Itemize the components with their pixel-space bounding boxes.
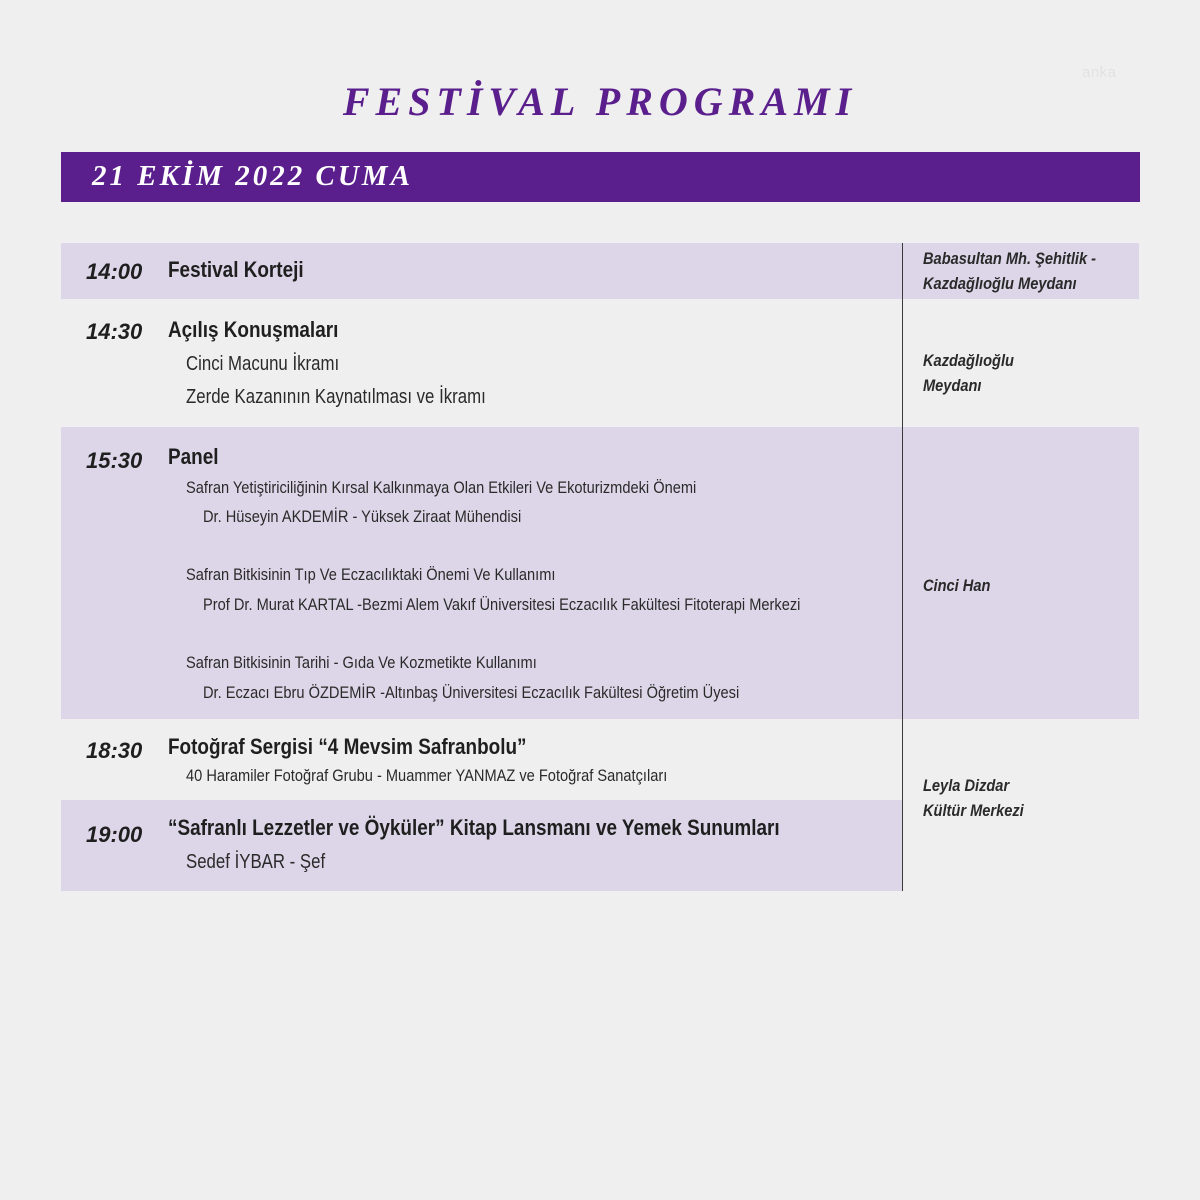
column-divider bbox=[902, 243, 903, 891]
event-title: Açılış Konuşmaları bbox=[168, 317, 339, 342]
location-label bbox=[923, 246, 1096, 296]
location-label bbox=[923, 348, 1014, 398]
event-item: Sedef İYBAR - Şef bbox=[186, 851, 326, 873]
event-title: Festival Korteji bbox=[168, 257, 304, 282]
location-line: Kazdağlıoğlu Meydanı bbox=[923, 274, 1077, 293]
location-label bbox=[923, 773, 1024, 823]
event-time: 14:00 bbox=[86, 259, 143, 284]
event-title: Fotoğraf Sergisi “4 Mevsim Safranbolu” bbox=[168, 734, 527, 759]
location-line: Leyla Dizdar bbox=[923, 776, 1010, 795]
event-time: 19:00 bbox=[86, 822, 143, 847]
event-title: Panel bbox=[168, 444, 219, 469]
location-line: Cinci Han bbox=[923, 576, 991, 595]
event-time: 14:30 bbox=[86, 319, 143, 344]
row-band-1900 bbox=[61, 800, 903, 891]
location-label bbox=[923, 573, 990, 598]
date-heading: 21 EKİM 2022 CUMA bbox=[92, 160, 413, 192]
panel-topic: Safran Bitkisinin Tarihi - Gıda Ve Kozmetikte Kullanımı bbox=[186, 653, 537, 672]
page-title: FESTİVAL PROGRAMI bbox=[342, 79, 858, 124]
event-title: “Safranlı Lezzetler ve Öyküler” Kitap Lansmanı ve Yemek Sunumları bbox=[168, 815, 780, 840]
event-item: Zerde Kazanının Kaynatılması ve İkramı bbox=[186, 386, 486, 408]
watermark-logo: anka bbox=[1082, 64, 1117, 81]
location-line: Babasultan Mh. Şehitlik - bbox=[923, 249, 1097, 268]
location-line: Kazdağlıoğlu bbox=[923, 351, 1014, 370]
panel-topic: Safran Yetiştiriciliğinin Kırsal Kalkınmaya Olan Etkileri Ve Ekoturizmdeki Önemi bbox=[186, 478, 697, 497]
event-item: 40 Haramiler Fotoğraf Grubu - Muammer YANMAZ ve Fotoğraf Sanatçıları bbox=[186, 766, 668, 785]
panel-speaker: Prof Dr. Murat KARTAL -Bezmi Alem Vakıf Üniversitesi Eczacılık Fakültesi Fitoterapi Merkezi bbox=[203, 595, 801, 614]
panel-topic: Safran Bitkisinin Tıp Ve Eczacılıktaki Önemi Ve Kullanımı bbox=[186, 565, 556, 584]
location-line: Meydanı bbox=[923, 376, 982, 395]
panel-speaker: Dr. Hüseyin AKDEMİR - Yüksek Ziraat Mühendisi bbox=[203, 507, 522, 526]
event-time: 15:30 bbox=[86, 448, 143, 473]
event-item: Cinci Macunu İkramı bbox=[186, 353, 340, 375]
event-time: 18:30 bbox=[86, 738, 143, 763]
location-line: Kültür Merkezi bbox=[923, 801, 1024, 820]
panel-speaker: Dr. Eczacı Ebru ÖZDEMİR -Altınbaş Üniversitesi Eczacılık Fakültesi Öğretim Üyesi bbox=[203, 683, 740, 702]
